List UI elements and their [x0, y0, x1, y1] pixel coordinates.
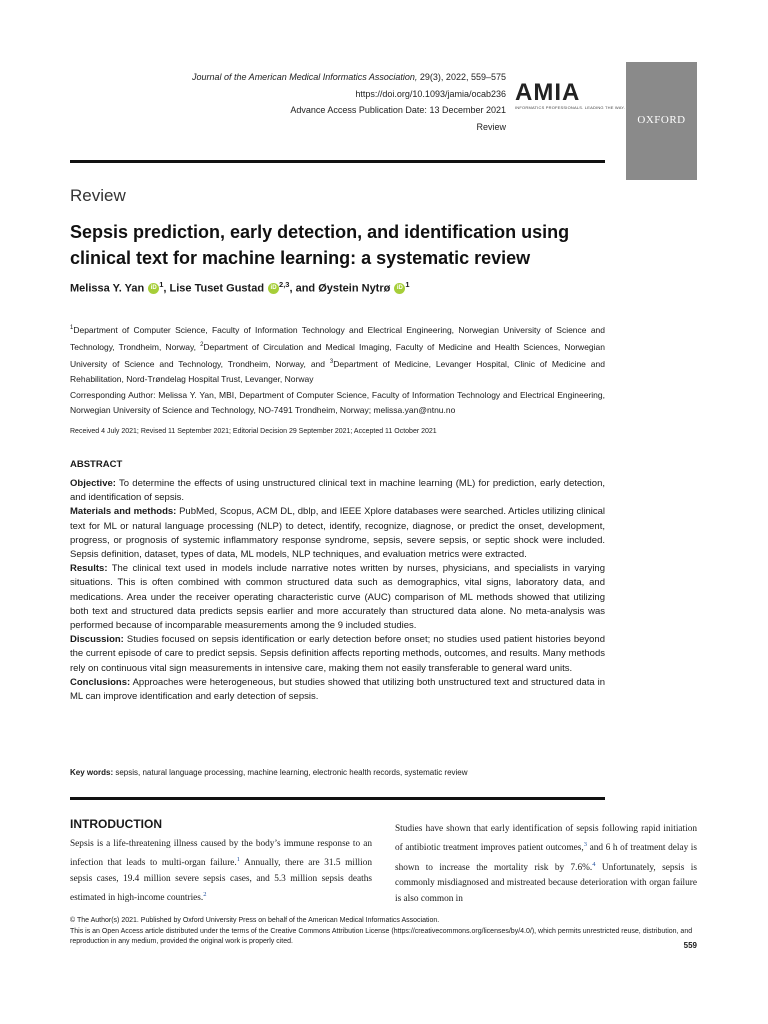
keywords-text: sepsis, natural language processing, machine learning, electronic health records, systematic review — [113, 768, 468, 777]
oxford-logo-text: OXFORD — [637, 114, 686, 126]
received-dates: Received 4 July 2021; Revised 11 September 2021; Editorial Decision 29 September 2021; Accepted 11 October 2021 — [70, 428, 437, 435]
affiliation-marker: 1 — [70, 325, 74, 331]
abstract-objective — [70, 477, 605, 505]
introduction-right-column — [395, 822, 697, 907]
introduction-left-column — [70, 837, 372, 907]
license-notice: This is an Open Access article distributed under the terms of the Creative Commons Attribution License (https://creativecommons.org/licenses/by/4.0/), which permits unrestricted reuse, distribution, and reproduction in any medium, provided the original work is properly cited. — [70, 927, 693, 946]
abstract-section-text: Approaches were heterogeneous, but studies showed that utilizing both unstructured text and structured data in ML can improve identification and early detection of sepsis. — [70, 676, 605, 703]
reference-link[interactable]: 3 — [583, 841, 587, 849]
author-separator: , and — [289, 282, 319, 295]
keywords — [70, 768, 468, 777]
amia-logo-text: AMIA — [515, 79, 581, 106]
introduction-heading: INTRODUCTION — [70, 817, 162, 831]
affiliation-text: Department of Medicine, Levanger Hospital, Clinic of Medicine and Rehabilitation, Nord-Trøndelag Hospital Trust, Levanger, Norway — [70, 359, 605, 385]
body-text: and 6 h of treatment delay is shown to increase the mortality risk by 7.6%. — [395, 843, 698, 873]
abstract-section-label: Results: — [70, 563, 108, 575]
abstract-section-text: To determine the effects of using unstructured clinical text in machine learning (ML) for prediction, early detection, and identification of sepsis. — [70, 478, 605, 504]
license-footer — [70, 916, 697, 948]
corresponding-author: Corresponding Author: Melissa Y. Yan, MBI, Department of Computer Science, Faculty of Information Technology and Electrical Engineering, Norwegian University of Science and Technology, NO-7491 Trondheim, Norway; melissa.yan@ntnu.no — [70, 390, 605, 415]
doi-link[interactable]: https://doi.org/10.1093/jamia/ocab236 — [355, 88, 506, 99]
top-divider — [70, 160, 605, 163]
author-name: Lise Tuset Gustad — [169, 282, 265, 295]
body-text: Annually, there are 31.5 million sepsis cases, 19.4 million severe sepsis cases, and 5.3 million sepsis deaths estimated in high-income countries. — [70, 858, 372, 904]
advance-access-date: Advance Access Publication Date: 13 December 2021 — [290, 105, 506, 115]
abstract-conclusions — [70, 676, 605, 704]
reference-link[interactable]: 1 — [236, 856, 240, 864]
author-affiliation-marker: 1 — [405, 280, 410, 289]
journal-header — [192, 69, 506, 135]
amia-tagline: INFORMATICS PROFESSIONALS. LEADING THE WAY. — [515, 105, 625, 110]
affiliation-marker: 2 — [200, 342, 204, 349]
orcid-icon[interactable]: iD — [394, 283, 405, 294]
abstract-section-label: Discussion: — [70, 634, 124, 646]
article-type: Review — [476, 121, 506, 132]
author-list — [70, 280, 410, 295]
oxford-logo — [626, 62, 697, 180]
body-text: Unfortunately, sepsis is commonly misdiagnosed and mistreated because deterioration with organ failure is also common in — [395, 863, 697, 904]
journal-name: Journal of the American Medical Informatics Association, — [191, 72, 418, 82]
affiliation-text: Department of Circulation and Medical Imaging, Faculty of Medicine and Health Sciences, Norwegian University of Science and Technology, Trondheim, Norway, and — [70, 341, 605, 370]
abstract-section-text: PubMed, Scopus, ACM DL, dblp, and IEEE Xplore databases were searched. Articles utilizing clinical text for ML or natural language processing (NLP) to detect, identify, recognize, diagnose, or predict the onset, development, progress, or prognosis of systemic inflammatory response syndrome, sepsis, severe sepsis, or septic shock were included. Sepsis definition, dataset, types of data, ML models, NLP techniques, and evaluation metrics were extracted. — [70, 506, 605, 561]
abstract-section-label: Objective: — [70, 478, 116, 489]
abstract-heading: ABSTRACT — [70, 459, 123, 470]
section-divider — [70, 797, 605, 800]
author-affiliation-marker: 2,3 — [279, 280, 290, 289]
abstract-discussion — [70, 633, 605, 676]
page-number: 559 — [683, 941, 697, 950]
copyright-notice: © The Author(s) 2021. Published by Oxford University Press on behalf of the American Medical Informatics Association. — [70, 917, 440, 924]
author-affiliation-marker: 1 — [159, 280, 164, 289]
author-separator: , — [163, 282, 170, 295]
abstract-methods — [70, 505, 605, 562]
orcid-icon[interactable]: iD — [148, 283, 159, 294]
journal-citation — [192, 69, 506, 86]
abstract-body — [70, 477, 605, 704]
section-label: Review — [70, 186, 126, 205]
abstract-section-text: The clinical text used in models include narrative notes written by nurses, physicians, and specialists in varying situations. This is often combined with common structured data such as demographics, vital signs, laboratory data, and medications. Area under the receiver operating characteristic curve (AUC) comparison of ML methods showed that utilizing both text and structured data predicts sepsis earlier and more accurately than structured data alone. No meta-analysis was performed because of incomparable measurements among the 9 included studies. — [70, 563, 605, 632]
amia-logo — [515, 79, 625, 112]
abstract-results — [70, 562, 605, 633]
journal-volume: 29(3), 2022, 559–575 — [417, 72, 506, 82]
keywords-label: Key words: — [70, 768, 114, 777]
body-text: Studies have shown that early identification of sepsis following rapid initiation of antibiotic treatment improves patient outcomes, — [395, 824, 697, 854]
reference-link[interactable]: 4 — [592, 860, 596, 868]
reference-link[interactable]: 2 — [203, 891, 207, 899]
article-title: Sepsis prediction, early detection, and identification using clinical text for machine learning: a systematic review — [70, 222, 570, 268]
body-text: Sepsis is a life-threatening illness caused by the body’s immune response to an infection that leads to multi-organ failure. — [70, 839, 372, 869]
abstract-section-label: Materials and methods: — [70, 506, 177, 518]
orcid-icon[interactable]: iD — [268, 283, 279, 294]
author-name: Øystein Nytrø — [318, 282, 391, 295]
affiliation-marker: 3 — [329, 359, 334, 366]
affiliation-text: Department of Computer Science, Faculty of Information Technology and Electrical Engineering, Norwegian University of Science and Technology, Trondheim, Norway, — [70, 324, 605, 352]
affiliations — [70, 321, 605, 388]
author-name: Melissa Y. Yan — [70, 282, 145, 295]
abstract-section-text: Studies focused on sepsis identification or early detection before onset; no studies used patient histories beyond the current episode of care to predict sepsis. Sepsis definition affects reporting methods, outcomes, and results. Many methods rely on continuous vital sign measurements in intensive care, making them not easily transferable to general ward units. — [70, 634, 605, 674]
abstract-section-label: Conclusions: — [70, 676, 131, 688]
